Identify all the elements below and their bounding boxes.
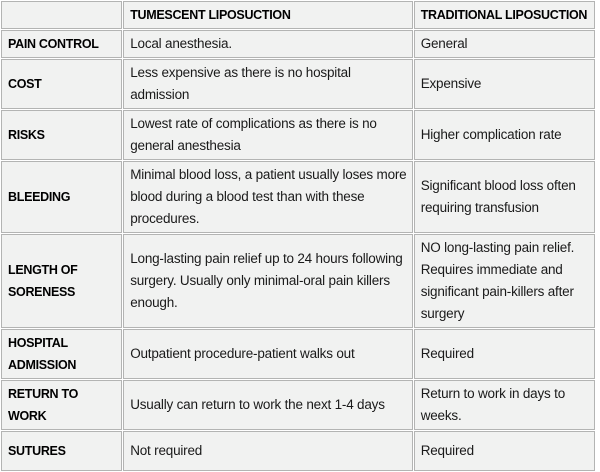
traditional-cell: General bbox=[414, 30, 595, 58]
traditional-cell: NO long-lasting pain relief. Requires immediate and significant pain-killers after surgery bbox=[414, 234, 595, 328]
row-label: SUTURES bbox=[1, 431, 122, 471]
table-row bbox=[1, 329, 595, 379]
table-row bbox=[1, 431, 595, 471]
tumescent-cell: Lowest rate of complications as there is no general anesthesia bbox=[123, 110, 412, 160]
column-header-empty bbox=[1, 1, 122, 29]
table-row bbox=[1, 234, 595, 328]
table-row bbox=[1, 59, 595, 109]
table-row bbox=[1, 380, 595, 430]
traditional-cell: Required bbox=[414, 329, 595, 379]
tumescent-cell: Local anesthesia. bbox=[123, 30, 412, 58]
table-row bbox=[1, 110, 595, 160]
table-header bbox=[1, 1, 595, 29]
column-header-traditional: TRADITIONAL LIPOSUCTION bbox=[414, 1, 595, 29]
traditional-cell: Expensive bbox=[414, 59, 595, 109]
row-label: BLEEDING bbox=[1, 161, 122, 233]
table-body bbox=[1, 30, 595, 471]
row-label: RISKS bbox=[1, 110, 122, 160]
traditional-cell: Significant blood loss often requiring transfusion bbox=[414, 161, 595, 233]
tumescent-cell: Less expensive as there is no hospital admission bbox=[123, 59, 412, 109]
tumescent-cell: Minimal blood loss, a patient usually loses more blood during a blood test than with these procedures. bbox=[123, 161, 412, 233]
column-header-tumescent: TUMESCENT LIPOSUCTION bbox=[123, 1, 412, 29]
row-label: RETURN TO WORK bbox=[1, 380, 122, 430]
traditional-cell: Return to work in days to weeks. bbox=[414, 380, 595, 430]
tumescent-cell: Usually can return to work the next 1-4 days bbox=[123, 380, 412, 430]
header-row bbox=[1, 1, 595, 29]
table-row bbox=[1, 161, 595, 233]
table-row bbox=[1, 30, 595, 58]
traditional-cell: Higher complication rate bbox=[414, 110, 595, 160]
row-label: COST bbox=[1, 59, 122, 109]
traditional-cell: Required bbox=[414, 431, 595, 471]
tumescent-cell: Long-lasting pain relief up to 24 hours following surgery. Usually only minimal-oral pain killers enough. bbox=[123, 234, 412, 328]
tumescent-cell: Outpatient procedure-patient walks out bbox=[123, 329, 412, 379]
row-label: PAIN CONTROL bbox=[1, 30, 122, 58]
tumescent-cell: Not required bbox=[123, 431, 412, 471]
row-label: HOSPITAL ADMISSION bbox=[1, 329, 122, 379]
row-label: LENGTH OF SORENESS bbox=[1, 234, 122, 328]
